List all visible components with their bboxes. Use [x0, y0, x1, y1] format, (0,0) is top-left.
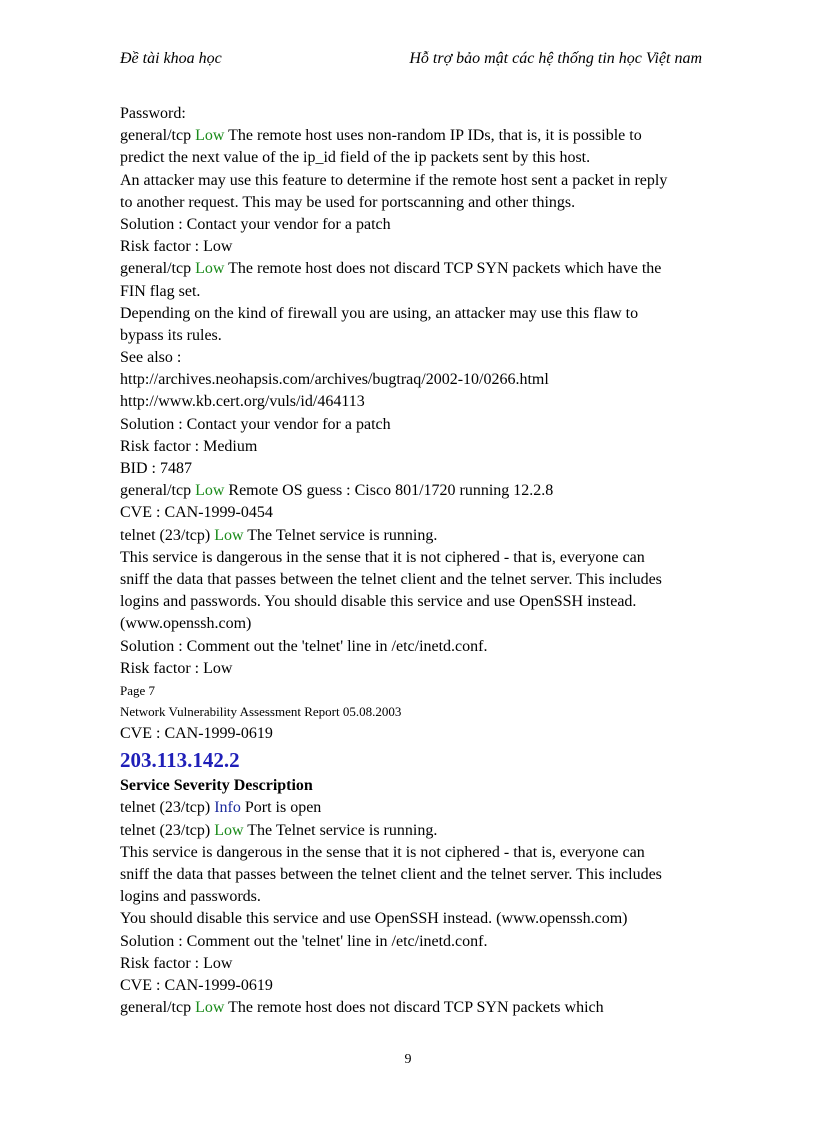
description-text: Port is open: [240, 799, 322, 817]
text-line: An attacker may use this feature to determine if the remote host sent a packet in reply: [120, 171, 668, 189]
text-line: Depending on the kind of firewall you are using, an attacker may use this flaw to: [120, 304, 639, 322]
text-line: [120, 125, 705, 147]
text-line: [120, 820, 705, 842]
text-line: This service is dangerous in the sense that it is not ciphered - that is, everyone can: [120, 843, 645, 861]
severity-label: Info: [214, 799, 241, 817]
severity-label: Low: [195, 482, 225, 500]
port-label: telnet (23/tcp): [120, 799, 215, 817]
text-line: Network Vulnerability Assessment Report 05.08.2003: [120, 704, 402, 720]
description-text: The remote host does not discard TCP SYN packets which: [224, 999, 604, 1017]
header-right-title: Hỗ trợ bảo mật các hệ thống tin học Việt nam: [409, 50, 702, 67]
text-line: Page 7: [120, 682, 156, 698]
text-line: predict the next value of the ip_id field of the ip packets sent by this host.: [120, 149, 591, 167]
text-line: Solution : Contact your vendor for a patch: [120, 415, 391, 433]
description-text: The Telnet service is running.: [243, 821, 438, 839]
text-line: Risk factor : Low: [120, 659, 233, 677]
header-left-title: Đề tài khoa học: [120, 50, 222, 67]
severity-label: Low: [214, 821, 244, 839]
severity-label: Low: [195, 999, 225, 1017]
text-line: sniff the data that passes between the telnet client and the telnet server. This includes: [120, 866, 662, 883]
host-ip-heading: 203.113.142.2: [120, 748, 240, 773]
text-line: (www.openssh.com): [120, 615, 252, 633]
text-line: [120, 258, 705, 280]
text-line: [120, 480, 705, 502]
text-line: This service is dangerous in the sense that it is not ciphered - that is, everyone can: [120, 548, 645, 566]
port-label: general/tcp: [120, 127, 196, 145]
description-text: The Telnet service is running.: [243, 526, 438, 544]
text-line: to another request. This may be used for portscanning and other things.: [120, 193, 576, 211]
port-label: general/tcp: [120, 260, 196, 278]
text-line: CVE : CAN-1999-0454: [120, 504, 273, 522]
port-label: telnet (23/tcp): [120, 526, 215, 544]
text-line: bypass its rules.: [120, 326, 222, 344]
severity-label: Low: [195, 260, 225, 278]
text-line: CVE : CAN-1999-0619: [120, 725, 273, 743]
port-label: general/tcp: [120, 482, 196, 500]
description-text: The remote host uses non-random IP IDs, that is, it is possible to: [224, 127, 642, 145]
text-line: BID : 7487: [120, 460, 192, 477]
text-line: Risk factor : Medium: [120, 437, 258, 455]
document-body: [120, 103, 705, 1019]
text-line: logins and passwords. You should disable this service and use OpenSSH instead.: [120, 593, 637, 611]
text-line: http://www.kb.cert.org/vuls/id/464113: [120, 393, 365, 411]
table-heading: Service Severity Description: [120, 777, 313, 795]
text-line: Solution : Contact your vendor for a patch: [120, 215, 391, 233]
description-text: The remote host does not discard TCP SYN packets which have the: [224, 260, 662, 278]
text-line: http://archives.neohapsis.com/archives/bugtraq/2002-10/0266.html: [120, 371, 549, 389]
text-line: Risk factor : Low: [120, 954, 233, 972]
text-line: FIN flag set.: [120, 282, 201, 300]
port-label: telnet (23/tcp): [120, 821, 215, 839]
text-line: Solution : Comment out the 'telnet' line in /etc/inetd.conf.: [120, 932, 488, 950]
page-number: 9: [404, 1052, 412, 1067]
text-line: [120, 525, 705, 547]
text-line: Solution : Comment out the 'telnet' line in /etc/inetd.conf.: [120, 637, 488, 655]
text-line: [120, 997, 705, 1019]
severity-label: Low: [195, 127, 225, 145]
text-line: sniff the data that passes between the telnet client and the telnet server. This includes: [120, 570, 662, 588]
text-line: [120, 797, 705, 819]
page-header: [120, 50, 702, 72]
text-line: CVE : CAN-1999-0619: [120, 976, 273, 994]
text-line: logins and passwords.: [120, 888, 261, 906]
text-line: You should disable this service and use OpenSSH instead. (www.openssh.com): [120, 910, 628, 928]
text-line: Password:: [120, 105, 186, 122]
text-line: Risk factor : Low: [120, 238, 233, 256]
description-text: Remote OS guess : Cisco 801/1720 running 12.2.8: [224, 482, 554, 500]
severity-label: Low: [214, 526, 244, 544]
text-line: See also :: [120, 349, 182, 367]
port-label: general/tcp: [120, 999, 196, 1017]
